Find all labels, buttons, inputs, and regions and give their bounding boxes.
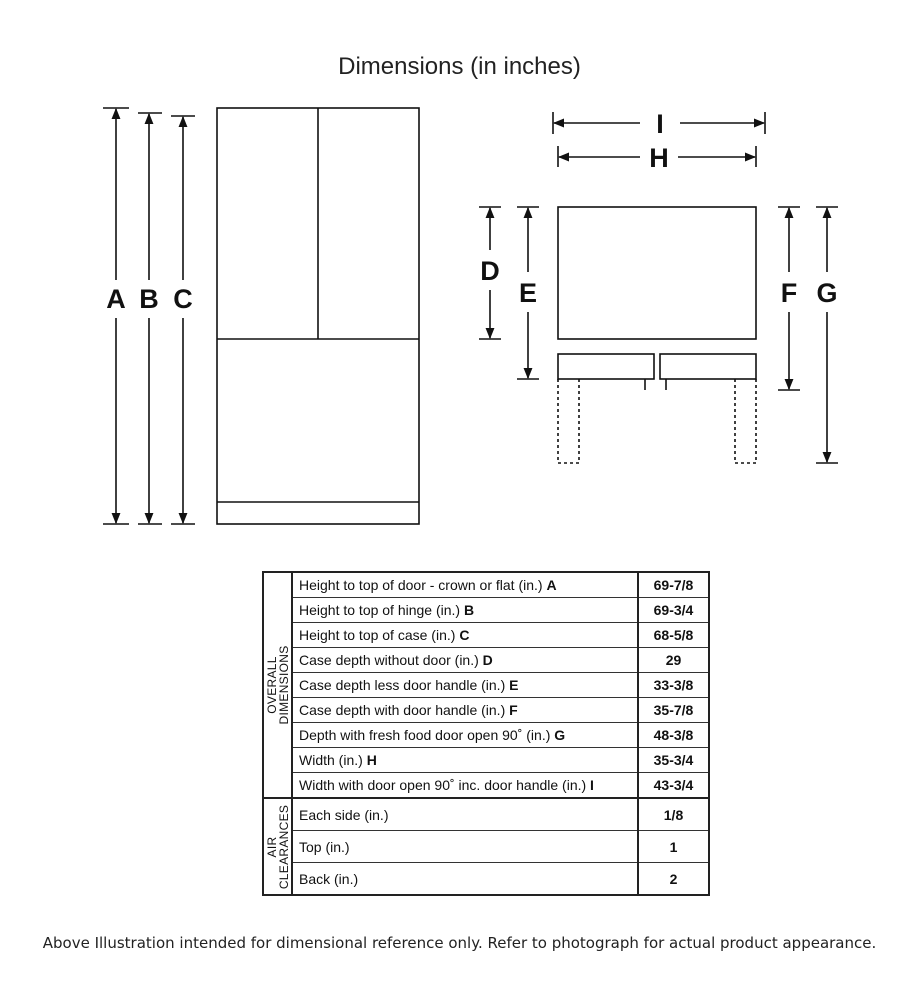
label-i: I (656, 109, 664, 139)
disclaimer-footer: Above Illustration intended for dimensional reference only. Refer to photograph for actual product appearance. (42, 934, 877, 952)
table-row (263, 748, 709, 773)
group-label-overall (263, 572, 292, 798)
table-row (263, 773, 709, 799)
row-description: Depth with fresh food door open 90˚ (in.) G (292, 723, 638, 748)
group-label-air (263, 798, 292, 895)
row-value: 1 (638, 831, 709, 863)
table-row (263, 698, 709, 723)
label-a: A (106, 284, 126, 314)
row-description: Case depth without door (in.) D (292, 648, 638, 673)
table-row (263, 673, 709, 698)
row-description: Back (in.) (292, 863, 638, 896)
row-description: Each side (in.) (292, 798, 638, 831)
row-description: Height to top of hinge (in.) B (292, 598, 638, 623)
row-description: Top (in.) (292, 831, 638, 863)
label-c: C (173, 284, 193, 314)
dimensions-table (262, 571, 710, 896)
row-value: 35-7/8 (638, 698, 709, 723)
row-value: 48-3/8 (638, 723, 709, 748)
front-dimension-lines (103, 108, 195, 524)
row-value: 69-3/4 (638, 598, 709, 623)
side-dimension-lines (479, 207, 838, 463)
group-label-overall-text: OVERALL DIMENSIONS (264, 645, 291, 725)
row-value: 43-3/4 (638, 773, 709, 799)
row-value: 68-5/8 (638, 623, 709, 648)
row-value: 2 (638, 863, 709, 896)
label-d: D (480, 256, 500, 286)
label-f: F (780, 278, 798, 308)
top-view-outline (558, 207, 756, 463)
row-value: 35-3/4 (638, 748, 709, 773)
row-value: 33-3/8 (638, 673, 709, 698)
table-row (263, 723, 709, 748)
diagram-title: Dimensions (in inches) (338, 53, 581, 80)
table-row (263, 798, 709, 831)
row-value: 69-7/8 (638, 572, 709, 598)
row-description: Height to top of door - crown or flat (in.) A (292, 572, 638, 598)
table-row (263, 623, 709, 648)
row-description: Case depth less door handle (in.) E (292, 673, 638, 698)
row-description: Width (in.) H (292, 748, 638, 773)
label-g: G (816, 278, 838, 308)
label-e: E (518, 278, 538, 308)
row-value: 1/8 (638, 798, 709, 831)
row-description: Case depth with door handle (in.) F (292, 698, 638, 723)
label-h: H (649, 143, 669, 173)
row-description: Width with door open 90˚ inc. door handle (in.) I (292, 773, 638, 799)
label-b: B (139, 284, 159, 314)
table-row (263, 572, 709, 598)
front-view-outline (217, 108, 419, 524)
row-value: 29 (638, 648, 709, 673)
table-row (263, 831, 709, 863)
table-row (263, 648, 709, 673)
table-row (263, 598, 709, 623)
group-label-air-text: AIR CLEARANCES (264, 804, 291, 889)
table-row (263, 863, 709, 896)
row-description: Height to top of case (in.) C (292, 623, 638, 648)
